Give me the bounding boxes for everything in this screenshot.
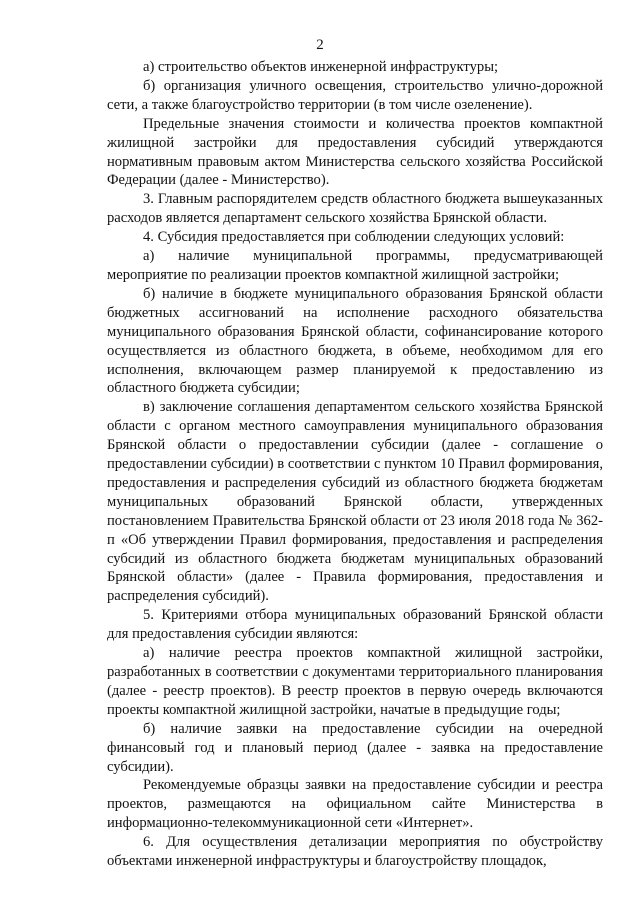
paragraph-4b-budget: б) наличие в бюджете муниципального образования Брянской области бюджетных ассигнований на исполнение расходного обязательства муниципального образования Брянской области, софинансирование которого осуществляется из областного бюджета, в объеме, необходимом для его исполнения, включающем размер планируемой к предоставлению из областного бюджета субсидии; bbox=[107, 285, 603, 397]
paragraph-5b-application: б) наличие заявки на предоставление субсидии на очередной финансовый год и плановый период (далее - заявка на предоставление субсидии). bbox=[107, 720, 603, 775]
paragraph-4c-agreement: в) заключение соглашения департаментом сельского хозяйства Брянской области с органом местного самоуправления муниципального образования Брянской области о предоставлении субсидии (далее - соглашение о предоставлении субсидии) в соответствии с пунктом 10 Правил формирования, предоставления и распределения субсидий из областного бюджета бюджетам муниципальных образований Брянской области, утвержденных постановлением Правительства Брянской области от 23 июля 2018 года № 362-п «Об утверждении Правил формирования, предоставления и распределения субсидий из областного бюджета бюджетам муниципальных образований Брянской области» (далее - Правила формирования, предоставления и распределения субсидий). bbox=[107, 399, 603, 605]
page-number: 2 bbox=[316, 37, 324, 53]
paragraph-limit-values: Предельные значения стоимости и количества проектов компактной жилищной застройки для предоставления субсидий утверждаются нормативным правовым актом Министерства сельского хозяйства Российской Федерации (далее - Министерство). bbox=[107, 115, 603, 189]
paragraph-4a-program: а) наличие муниципальной программы, предусматривающей мероприятие по реализации проектов компактной жилищной застройки; bbox=[107, 248, 603, 283]
paragraph-5a-registry: а) наличие реестра проектов компактной жилищной застройки, разработанных в соответствии с документами территориального планирования (далее - реестр проектов). В реестр проектов в первую очередь включаются проекты компактной жилищной застройки, начатые в предыдущие годы; bbox=[107, 645, 603, 718]
document-body bbox=[107, 58, 603, 871]
paragraph-sample-forms: Рекомендуемые образцы заявки на предоставление субсидии и реестра проектов, размещаются на официальном сайте Министерства в информационно-телекоммуникационной сети «Интернет». bbox=[107, 777, 603, 832]
paragraph-3-main-manager: 3. Главным распорядителем средств областного бюджета вышеуказанных расходов является департамент сельского хозяйства Брянской области. bbox=[107, 191, 603, 227]
paragraph-4-conditions: 4. Субсидия предоставляется при соблюдении следующих условий: bbox=[143, 229, 565, 246]
paragraph-6-detailing: 6. Для осуществления детализации мероприятия по обустройству объектами инженерной инфраструктуры и благоустройству площадок, bbox=[107, 834, 603, 870]
paragraph-1a-infrastructure: а) строительство объектов инженерной инфраструктуры; bbox=[143, 59, 499, 75]
paragraph-5-criteria: 5. Критериями отбора муниципальных образований Брянской области для предоставления субсидии являются: bbox=[107, 607, 603, 643]
paragraph-1b-lighting: б) организация уличного освещения, строительство улично-дорожной сети, а также благоустройство территории (в том числе озеленение). bbox=[107, 77, 603, 113]
